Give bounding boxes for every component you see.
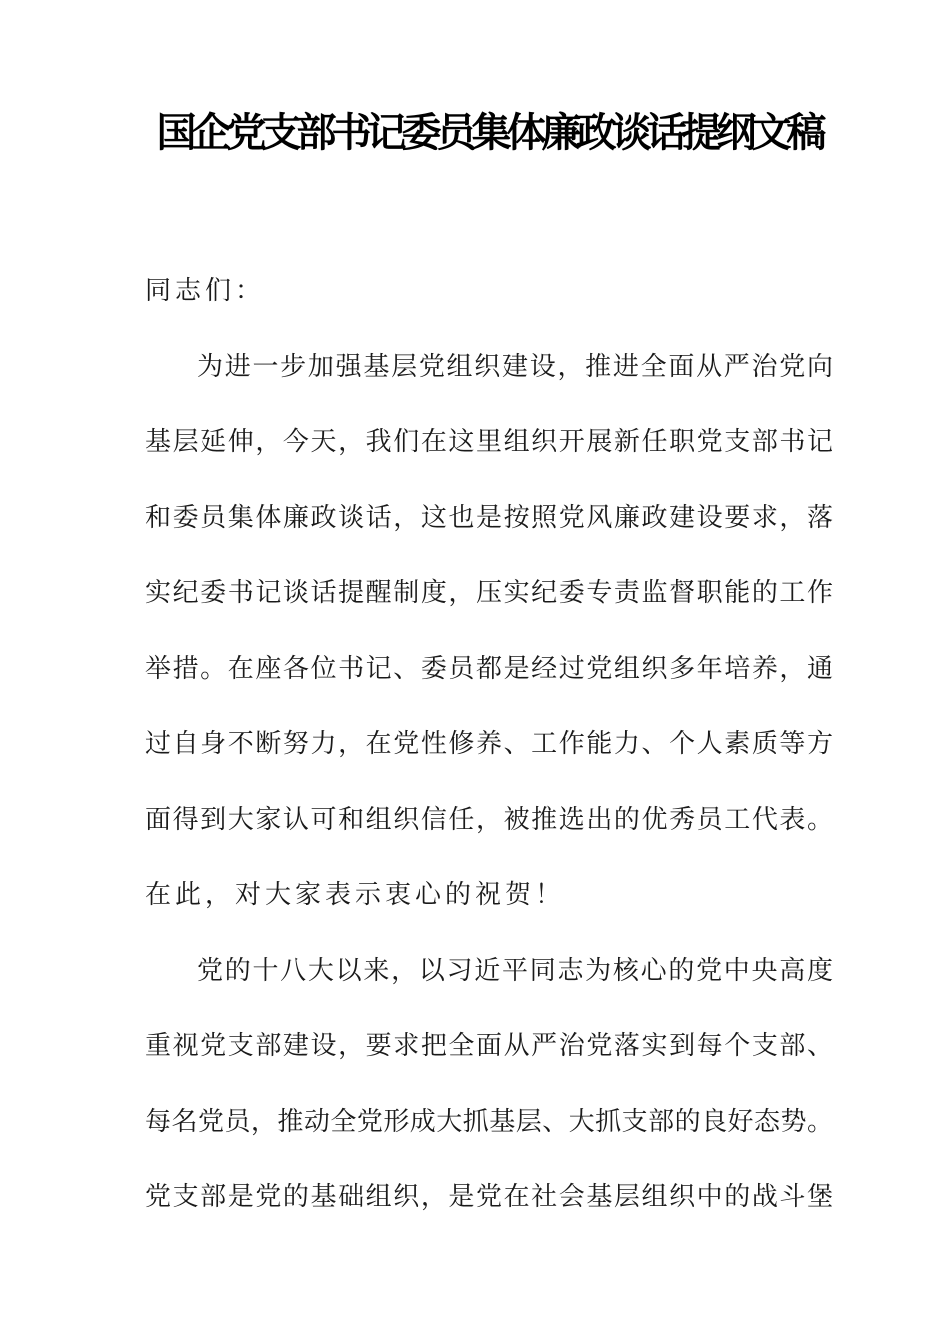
text-line: 党的十八大以来，以习近平同志为核心的党中央高度: [197, 955, 833, 985]
text-line: 面得到大家认可和组织信任，被推选出的优秀员工代表。: [145, 804, 833, 834]
text-line: 举措。在座各位书记、委员都是经过党组织多年培养，通: [145, 653, 833, 683]
document-content: [145, 0, 833, 1235]
document-title: 国企党支部书记委员集体廉政谈话提纲文稿: [156, 111, 822, 155]
text-line: 基层延伸，今天，我们在这里组织开展新任职党支部书记: [145, 427, 833, 456]
salutation-line: 同志们：: [145, 276, 266, 305]
text-line: 党支部是党的基础组织，是党在社会基层组织中的战斗堡: [145, 1182, 833, 1211]
text-line: 重视党支部建设，要求把全面从严治党落实到每个支部、: [145, 1031, 833, 1060]
document-body: [145, 253, 833, 1235]
text-line: 为进一步加强基层党组织建设，推进全面从严治党向: [197, 351, 833, 381]
text-line: 每名党员，推动全党形成大抓基层、大抓支部的良好态势。: [145, 1106, 833, 1136]
text-line: 实纪委书记谈话提醒制度，压实纪委专责监督职能的工作: [145, 578, 833, 607]
text-line: 过自身不断努力，在党性修养、工作能力、个人素质等方: [145, 729, 833, 758]
text-line: 在此，对大家表示衷心的祝贺！: [145, 880, 566, 909]
text-line: 和委员集体廉政谈话，这也是按照党风廉政建设要求，落: [145, 502, 833, 532]
